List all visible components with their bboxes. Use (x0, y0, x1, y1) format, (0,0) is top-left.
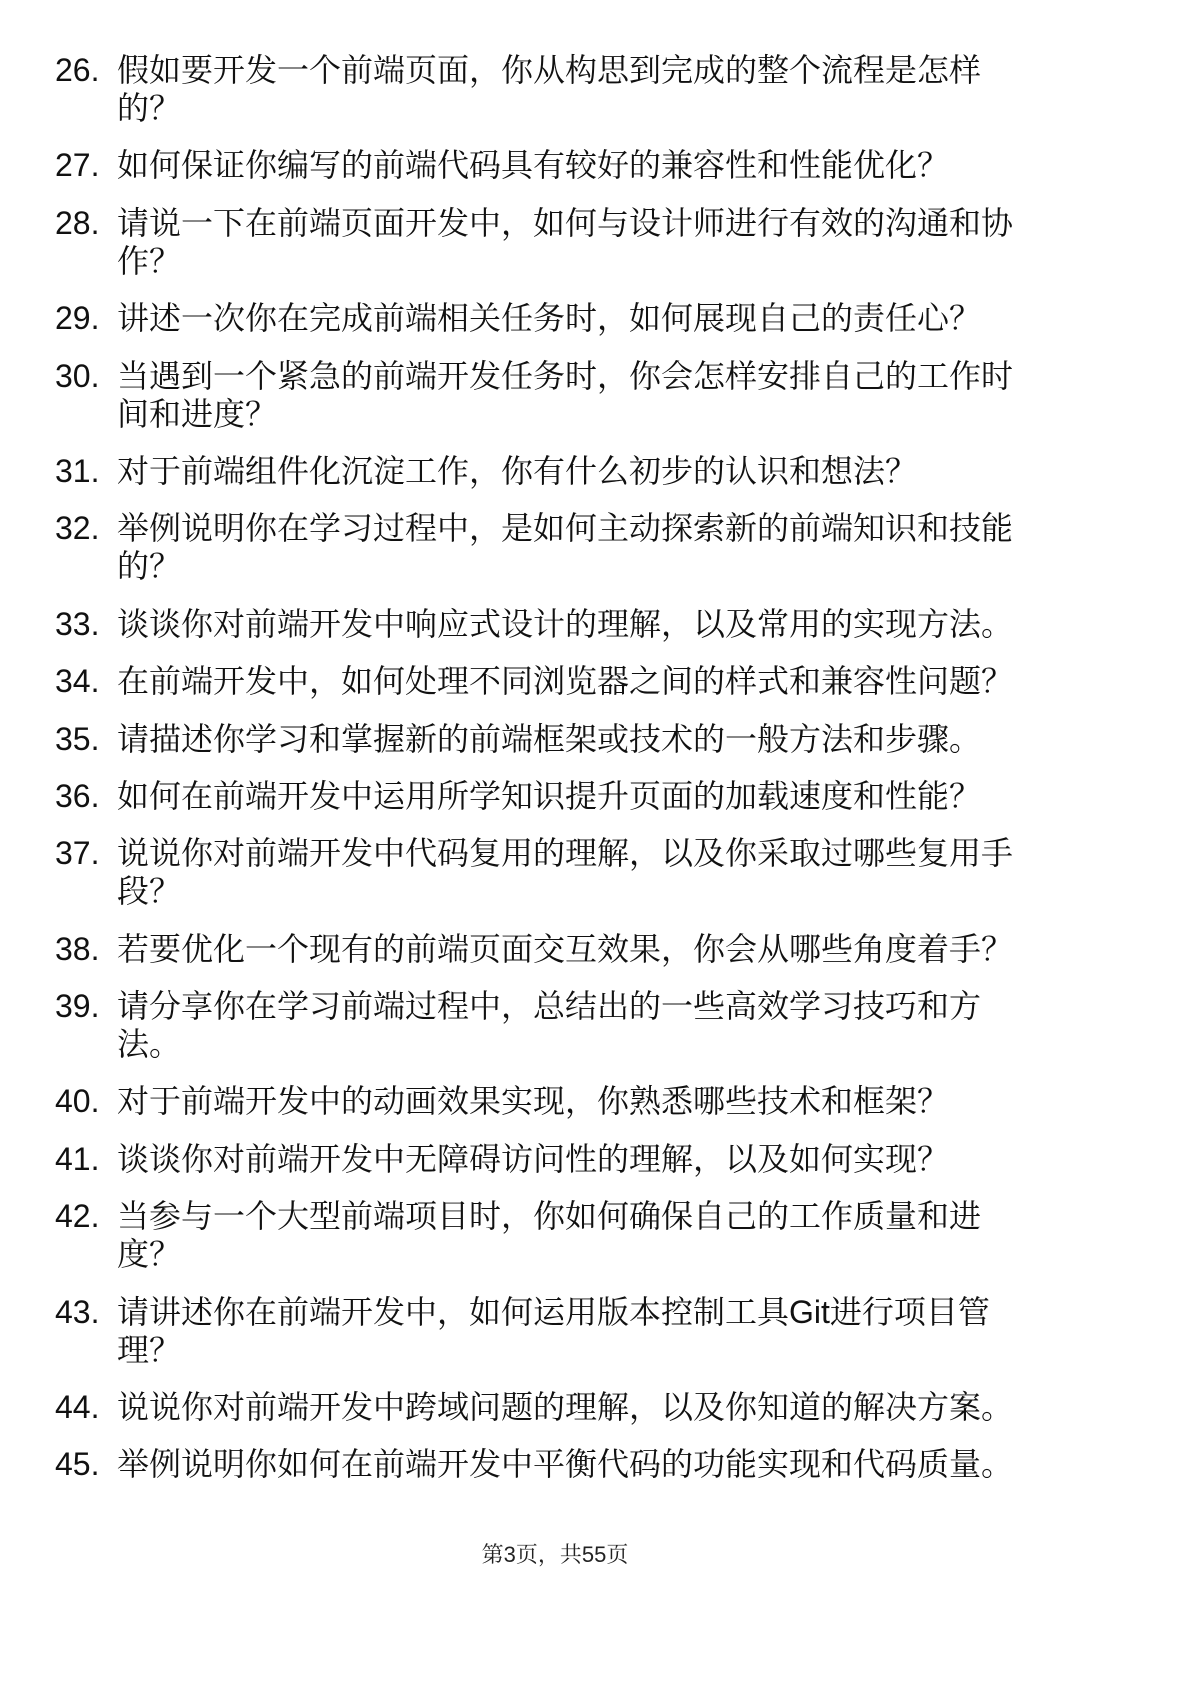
question-number: 40. (55, 1083, 100, 1120)
question-number: 30. (55, 357, 100, 394)
question-text: 谈谈你对前端开发中响应式设计的理解，以及常用的实现方法。 (117, 605, 1014, 642)
question-text: 当遇到一个紧急的前端开发任务时，你会怎样安排自己的工作时间和进度？ (117, 357, 1014, 432)
question-list (55, 51, 1035, 1503)
question-number: 31. (55, 452, 100, 489)
question-text: 当参与一个大型前端项目时，你如何确保自己的工作质量和进度？ (117, 1198, 982, 1273)
question-text: 在前端开发中，如何处理不同浏览器之间的样式和兼容性问题？ (117, 663, 1014, 700)
question-text: 谈谈你对前端开发中无障碍访问性的理解，以及如何实现？ (117, 1140, 950, 1177)
question-number: 41. (55, 1140, 100, 1177)
question-item (55, 605, 1035, 643)
question-number: 26. (55, 52, 100, 88)
question-item (55, 834, 1035, 910)
question-item (55, 1388, 1035, 1426)
question-item (55, 1197, 1035, 1273)
question-item (55, 930, 1035, 968)
question-item (55, 1293, 1035, 1369)
question-item (55, 1140, 1035, 1178)
question-text: 若要优化一个现有的前端页面交互效果，你会从哪些角度着手？ (117, 930, 1014, 967)
question-item (55, 662, 1035, 700)
question-text: 如何保证你编写的前端代码具有较好的兼容性和性能优化？ (117, 147, 950, 184)
question-item (55, 720, 1035, 758)
question-number: 39. (55, 988, 100, 1025)
question-text: 请描述你学习和掌握新的前端框架或技术的一般方法和步骤。 (117, 720, 982, 757)
question-text: 对于前端开发中的动画效果实现，你熟悉哪些技术和框架？ (117, 1083, 950, 1120)
question-item (55, 777, 1035, 815)
question-number: 38. (55, 930, 100, 967)
question-text: 举例说明你如何在前端开发中平衡代码的功能实现和代码质量。 (117, 1446, 1014, 1483)
question-item (55, 452, 1035, 490)
question-number: 43. (55, 1293, 100, 1330)
question-text: 请讲述你在前端开发中，如何运用版本控制工具Git进行项目管理？ (117, 1293, 990, 1368)
question-item (55, 357, 1035, 433)
question-number: 44. (55, 1389, 100, 1426)
question-number: 29. (55, 300, 100, 337)
page-number-footer: 第3页，共55页 (481, 1542, 629, 1567)
question-text: 请说一下在前端页面开发中，如何与设计师进行有效的沟通和协作？ (117, 204, 1014, 279)
question-item (55, 146, 1035, 184)
question-text: 请分享你在学习前端过程中，总结出的一些高效学习技巧和方法。 (117, 988, 982, 1063)
question-item (55, 299, 1035, 337)
question-item (55, 987, 1035, 1063)
question-number: 34. (55, 663, 100, 700)
question-item (55, 1082, 1035, 1120)
question-text: 说说你对前端开发中跨域问题的理解，以及你知道的解决方案。 (117, 1389, 1014, 1426)
question-number: 42. (55, 1198, 100, 1235)
question-text: 对于前端组件化沉淀工作，你有什么初步的认识和想法？ (117, 452, 918, 489)
question-item (55, 1445, 1035, 1483)
question-item (55, 204, 1035, 280)
question-number: 33. (55, 605, 100, 642)
question-text: 假如要开发一个前端页面，你从构思到完成的整个流程是怎样的？ (117, 52, 982, 126)
question-number: 27. (55, 147, 100, 184)
question-number: 37. (55, 835, 100, 872)
question-number: 28. (55, 204, 100, 241)
question-text: 如何在前端开发中运用所学知识提升页面的加载速度和性能？ (117, 777, 982, 814)
question-number: 35. (55, 720, 100, 757)
question-text: 讲述一次你在完成前端相关任务时，如何展现自己的责任心？ (117, 300, 982, 337)
question-item (55, 51, 1035, 127)
question-item (55, 509, 1035, 585)
question-text: 说说你对前端开发中代码复用的理解，以及你采取过哪些复用手段？ (117, 835, 1014, 910)
question-number: 36. (55, 777, 100, 814)
question-number: 32. (55, 510, 100, 547)
question-number: 45. (55, 1446, 100, 1483)
question-text: 举例说明你在学习过程中，是如何主动探索新的前端知识和技能的？ (117, 510, 1014, 585)
